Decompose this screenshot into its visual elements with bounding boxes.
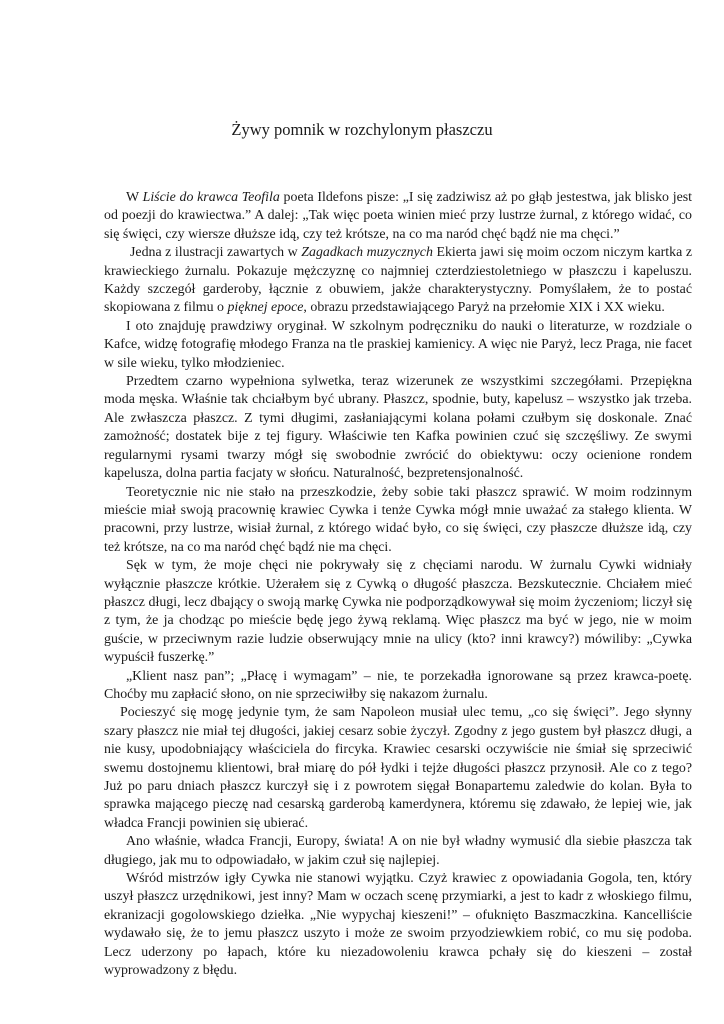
paragraph-10: Wśród mistrzów igły Cywka nie stanowi wyjątku. Czyż krawiec z opowiadania Gogola, ten, który uszył płaszcz urzędnikowi, jest inny? Mam w oczach scenę przymiarki, a jest to kadr z włoskiego filmu, ekranizacji gogolowskiego dziełka. „Nie wypychaj kieszeni!” – ofuknięto Baszmaczkina. Kancelliście wydawało się, że to jemu płaszcz uszyto i może ze swoim przyodziewkiem robić, co mu się podoba. Lecz uderzony po łapach, które ku niezadowoleniu krawca pchały się do kieszeni – został wyprowadzony z błędu. bbox=[104, 871, 692, 979]
paragraph-8: Pocieszyć się mogę jedynie tym, że sam Napoleon musiał ulec temu, „co się święci”. Jego słynny szary płaszcz nie miał tej długości, jakiej cesarz sobie życzył. Zgodny z jego gustem był płaszcz długi, a nie kusy, upodobniający właściciela do fircyka. Krawiec cesarski oczywiście nie śmiał się sprzeciwić swemu dostojnemu klientowi, brał miarę do pół łydki i tejże długości płaszcz przynosił. Ale co z tego? Już po paru dniach płaszcz kurczył się i z powrotem sięgał Bonapartemu zaledwie do kolan. Była to sprawka mającego pieczę nad cesarską garderobą kamerdynera, któremu się zdawało, że lepiej wie, jak władca Francji powinien się ubierać. bbox=[104, 705, 692, 831]
paragraph-4: Przedtem czarno wypełniona sylwetka, teraz wizerunek ze wszystkimi szczegółami. Przepiękna moda męska. Właśnie tak chciałbym być ubrany. Płaszcz, spodnie, buty, kapelusz – wszystko jak trzeba. Ale zwłaszcza płaszcz. Z tymi długimi, zasłaniającymi kolana połami czułbym się doskonale. Znać zamożność; dostatek bije z tej figury. Właściwie ten Kafka powinien czuć się szczęśliwy. Ze swymi regularnymi rysami twarzy mógł się swobodnie zwrócić do obiektywu: oczy ocienione rondem kapelusza, dolna partia facjaty w słońcu. Naturalność, bezpretensjonalność. bbox=[104, 374, 692, 482]
paragraph-9: Ano właśnie, władca Francji, Europy, świata! A on nie był władny wymusić dla siebie płaszcza tak długiego, jak mu to odpowiadało, w jakim czuł się najlepiej. bbox=[104, 834, 692, 868]
paragraph-1 bbox=[104, 189, 692, 244]
italic-title: Zagadkach muzycznych bbox=[301, 245, 433, 261]
italic-phrase: pięknej epoce bbox=[227, 300, 304, 316]
paragraph-7: „Klient nasz pan”; „Płacę i wymagam” – nie, te porzekadła ignorowane są przez krawca-poetę. Choćby mu zapłacić słono, on nie sprzeciwiłby się nakazom żurnalu. bbox=[104, 668, 692, 702]
document-title: Żywy pomnik w rozchylonym płaszczu bbox=[231, 120, 493, 139]
text-run: W bbox=[126, 190, 143, 205]
text-run: poeta Ildefons pisze: „I się zadziwisz aż po głąb jestestwa, jak blisko jest od poezji do krawiectwa.” A dalej: „Tak więc poeta winien mieć przy lustrze żurnal, z którego widać, co się święci, czy wiersze dłuższe idą, czy też krótsze, na co ma naród chęć bądź nie ma chęci.” bbox=[104, 190, 692, 242]
paragraph-2 bbox=[104, 244, 692, 318]
document-body bbox=[104, 189, 692, 980]
italic-title: Liście do krawca Teofila bbox=[142, 190, 280, 205]
text-run: Jedna z ilustracji zawartych w bbox=[130, 245, 302, 261]
text-run: Ekierta jawi się moim oczom niczym kartka z krawieckiego żurnalu. Pokazuje mężczyznę co najmniej czterdziestoletniego w płaszczu i kapeluszu. Każdy szczegół garderoby, łącznie z obuwiem, jakże charakterystyczny. Pomyślałem, że to postać skopiowana z filmu o bbox=[104, 245, 692, 316]
paragraph-3: I oto znajduję prawdziwy oryginał. W szkolnym podręczniku do nauki o literaturze, w rozdziale o Kafce, widzę fotografię młodego Franza na tle praskiej kamienicy. A więc nie Paryż, lecz Praga, nie facet w sile wieku, tylko młodzieniec. bbox=[104, 318, 692, 371]
paragraph-5: Teoretycznie nic nie stało na przeszkodzie, żeby sobie taki płaszcz sprawić. W moim rodzinnym mieście miał swoją pracownię krawiec Cywka i tenże Cywka mógł mnie uważać za stałego klienta. W pracowni, przy lustrze, wisiał żurnal, z którego widać było, co się święci, czy płaszcze dłuższe idą, czy też krótsze, na co ma naród chęć bądź nie ma chęci. bbox=[104, 484, 692, 555]
paragraph-6: Sęk w tym, że moje chęci nie pokrywały się z chęciami narodu. W żurnalu Cywki widniały wyłącznie płaszcze krótkie. Użerałem się z Cywką o długość płaszcza. Bezskutecznie. Chciałem mieć płaszcz długi, lecz dbający o swoją markę Cywka nie podporządkowywał się moim życzeniom; liczył się z tym, że ja chodząc po mieście będę jego żywą reklamą. Więc płaszcz ma być w jego, nie w moim guście, w przeciwnym razie ludzie obserwujący mnie na ulicy (kto? inni krawcy?) mówiliby: „Cywka wypuścił fuszerkę.” bbox=[104, 558, 692, 666]
text-run: , obrazu przedstawiającego Paryż na przełomie XIX i XX wieku. bbox=[303, 300, 665, 316]
